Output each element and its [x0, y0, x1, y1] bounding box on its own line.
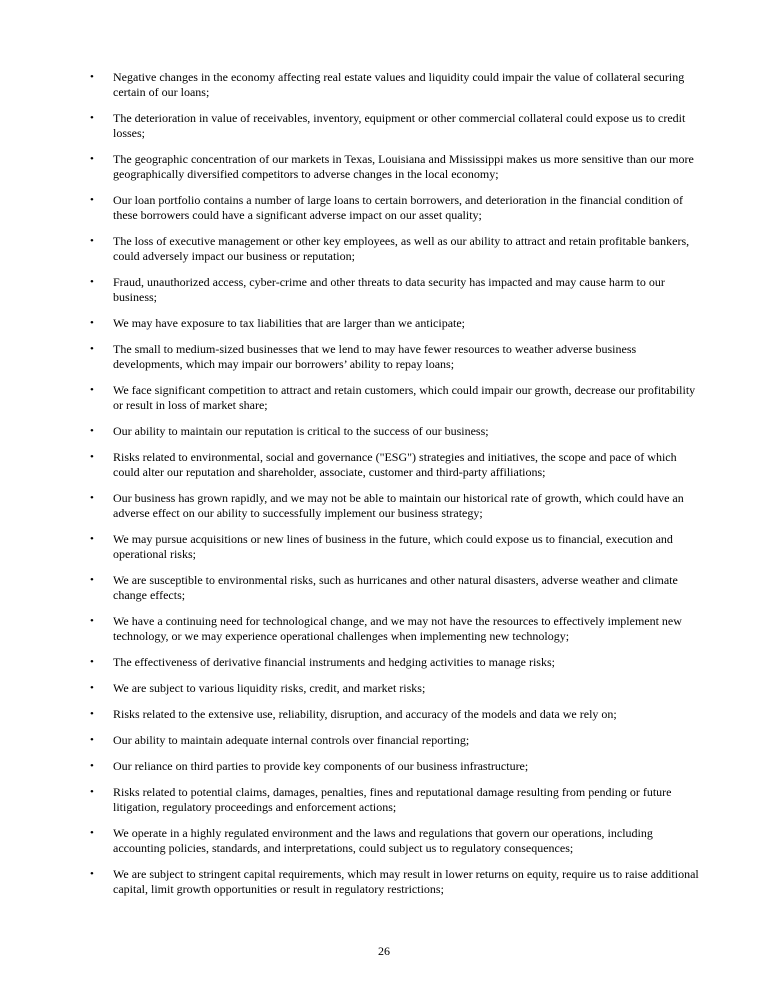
list-item	[90, 275, 706, 305]
bullet-text: Risks related to the extensive use, reliability, disruption, and accuracy of the models and data we rely on;	[113, 707, 617, 721]
bullet-text: The geographic concentration of our markets in Texas, Louisiana and Mississippi makes us more sensitive than our more geographically diversified competitors to adverse changes in the local economy;	[113, 152, 694, 181]
list-item	[90, 450, 706, 480]
bullet-text: We are susceptible to environmental risks, such as hurricanes and other natural disasters, adverse weather and climate change effects;	[113, 573, 678, 602]
bullet-list	[90, 70, 706, 908]
list-item	[90, 573, 706, 603]
bullet-text: Our reliance on third parties to provide key components of our business infrastructure;	[113, 759, 529, 773]
bullet-icon: •	[90, 682, 94, 694]
bullet-icon: •	[90, 71, 94, 83]
bullet-icon: •	[90, 656, 94, 668]
list-item	[90, 785, 706, 815]
bullet-text: We may have exposure to tax liabilities that are larger than we anticipate;	[113, 316, 466, 330]
bullet-icon: •	[90, 868, 94, 880]
list-item	[90, 234, 706, 264]
bullet-icon: •	[90, 533, 94, 545]
bullet-text: Our business has grown rapidly, and we may not be able to maintain our historical rate of growth, which could have an adverse effect on our ability to successfully implement our business strategy;	[113, 491, 684, 520]
bullet-icon: •	[90, 343, 94, 355]
bullet-text: Risks related to environmental, social and governance ("ESG") strategies and initiatives, the scope and pace of which could alter our reputation and shareholder, associate, customer and third-party affiliations;	[113, 450, 677, 479]
bullet-icon: •	[90, 708, 94, 720]
bullet-icon: •	[90, 425, 94, 437]
bullet-icon: •	[90, 734, 94, 746]
bullet-text: We are subject to stringent capital requirements, which may result in lower returns on equity, require us to raise additional capital, limit growth opportunities or result in regulatory restrictions;	[113, 867, 699, 896]
list-item	[90, 424, 706, 439]
bullet-icon: •	[90, 235, 94, 247]
bullet-text: The effectiveness of derivative financial instruments and hedging activities to manage risks;	[113, 655, 555, 669]
bullet-text: Our loan portfolio contains a number of large loans to certain borrowers, and deterioration in the financial condition of these borrowers could have a significant adverse impact on our asset quality;	[113, 193, 683, 222]
bullet-icon: •	[90, 760, 94, 772]
bullet-text: The loss of executive management or other key employees, as well as our ability to attract and retain profitable bankers, could adversely impact our business or reputation;	[113, 234, 690, 263]
list-item	[90, 383, 706, 413]
bullet-icon: •	[90, 112, 94, 124]
list-item	[90, 316, 706, 331]
list-item	[90, 655, 706, 670]
list-item	[90, 193, 706, 223]
bullet-icon: •	[90, 276, 94, 288]
bullet-text: Risks related to potential claims, damages, penalties, fines and reputational damage resulting from pending or future litigation, regulatory proceedings and enforcement actions;	[113, 785, 672, 814]
list-item	[90, 614, 706, 644]
bullet-text: We have a continuing need for technological change, and we may not have the resources to effectively implement new technology, or we may experience operational challenges when implementing new technology;	[113, 614, 682, 643]
bullet-text: Our ability to maintain our reputation is critical to the success of our business;	[113, 424, 489, 438]
list-item	[90, 532, 706, 562]
list-item	[90, 681, 706, 696]
bullet-text: The deterioration in value of receivables, inventory, equipment or other commercial collateral could expose us to credit losses;	[113, 111, 686, 140]
list-item	[90, 759, 706, 774]
bullet-text: Negative changes in the economy affecting real estate values and liquidity could impair the value of collateral securing certain of our loans;	[113, 70, 685, 99]
list-item	[90, 111, 706, 141]
bullet-icon: •	[90, 786, 94, 798]
bullet-text: We face significant competition to attract and retain customers, which could impair our growth, decrease our profitability or result in loss of market share;	[113, 383, 696, 412]
bullet-text: Fraud, unauthorized access, cyber-crime and other threats to data security has impacted and may cause harm to our business;	[113, 275, 665, 304]
bullet-text: We may pursue acquisitions or new lines of business in the future, which could expose us to financial, execution and operational risks;	[113, 532, 673, 561]
list-item	[90, 342, 706, 372]
list-item	[90, 733, 706, 748]
bullet-icon: •	[90, 827, 94, 839]
list-item	[90, 707, 706, 722]
bullet-icon: •	[90, 492, 94, 504]
list-item	[90, 152, 706, 182]
bullet-text: Our ability to maintain adequate internal controls over financial reporting;	[113, 733, 470, 747]
list-item	[90, 491, 706, 521]
bullet-icon: •	[90, 384, 94, 396]
list-item	[90, 826, 706, 856]
bullet-text: The small to medium-sized businesses that we lend to may have fewer resources to weather adverse business developments, which may impair our borrowers’ ability to repay loans;	[113, 342, 637, 371]
bullet-text: We are subject to various liquidity risks, credit, and market risks;	[113, 681, 426, 695]
list-item	[90, 867, 706, 897]
bullet-icon: •	[90, 615, 94, 627]
bullet-icon: •	[90, 153, 94, 165]
bullet-icon: •	[90, 574, 94, 586]
bullet-text: We operate in a highly regulated environment and the laws and regulations that govern our operations, including accounting policies, standards, and interpretations, could subject us to regulatory consequences;	[113, 826, 653, 855]
bullet-icon: •	[90, 451, 94, 463]
list-item	[90, 70, 706, 100]
page-number: 26	[378, 944, 390, 958]
bullet-icon: •	[90, 194, 94, 206]
bullet-icon: •	[90, 317, 94, 329]
